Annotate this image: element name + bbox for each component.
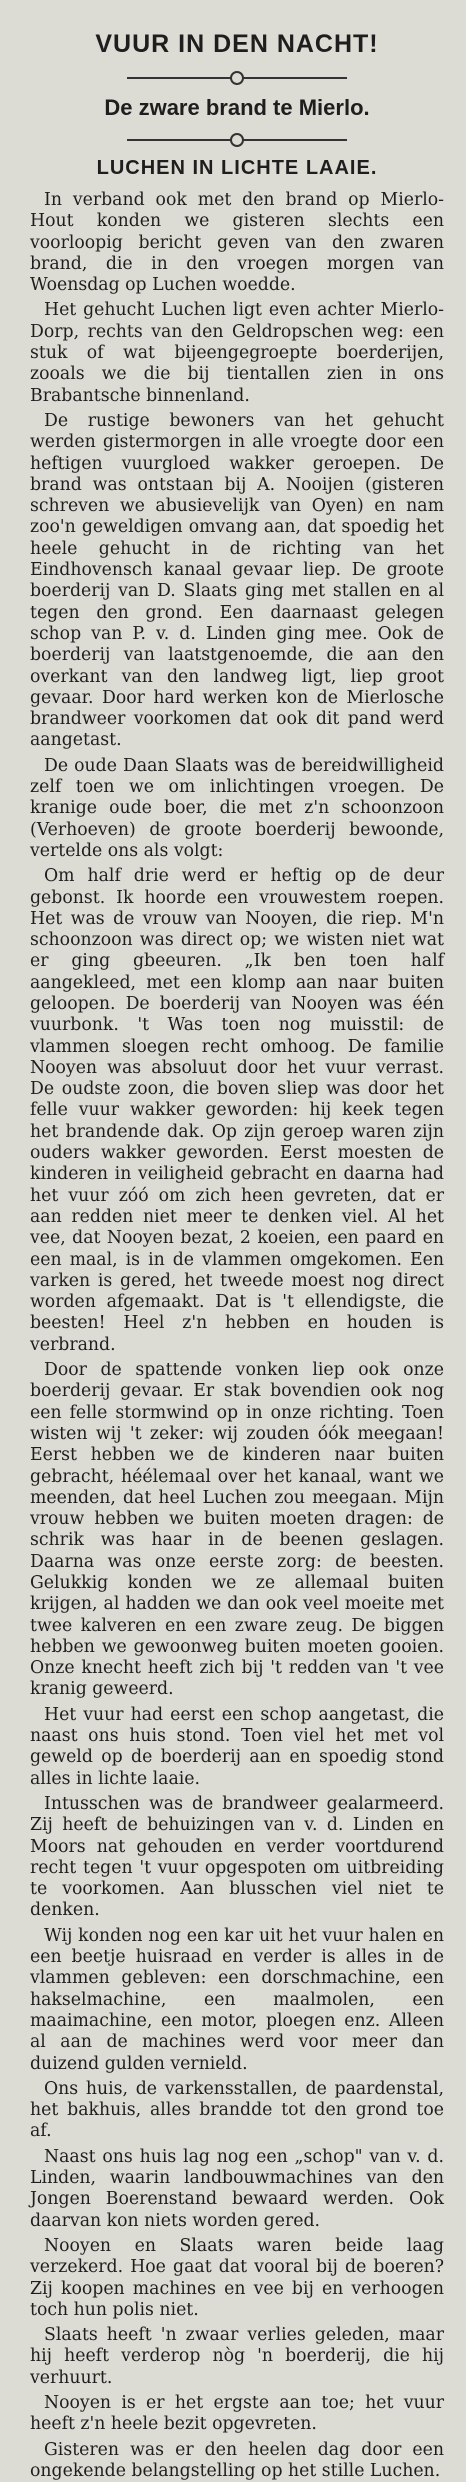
article-paragraph: Wij konden nog een kar uit het vuur halen en een beetje huisraad en verder is alles in de vlammen gebleven: een dorschmachine, een hakselmachine, een maalmolen, een maaimachine, een motor, ploegen enz. Alleen al aan de machines werd voor meer dan duizend gulden vernield. — [30, 1925, 444, 2074]
article-paragraph: Om half drie werd er heftig op de deur gebonst. Ik hoorde een vrouwestem roepen. Het was de vrouw van Nooyen, die riep. M'n schoonzoon was direct op; we wisten niet wat er ging gbeeuren. „Ik ben toen half aangekleed, met een klomp aan naar buiten geloopen. De boerderij van Nooyen was één vuurbonk. 't Was toen nog muisstil: de vlammen sloegen recht omhoog. De familie Nooyen was absoluut door het vuur verrast. De oudste zoon, die boven sliep was door het felle vuur wakker geworden: hij keek tegen het brandende dak. Op zijn geroep waren zijn ouders wakker geworden. Eerst moesten de kinderen in veiligheid gebracht en daarna had het vuur zóó om zich heen gevreten, dat er aan redden niet meer te denken viel. Al het vee, dat Nooyen bezat, 2 koeien, een paard en een maal, is in de vlammen omgekomen. Een varken is gered, het tweede moest nog direct worden afgemaakt. Dat is 't ellendigste, die beesten! Heel z'n hebben en houden is verbrand. — [30, 866, 444, 1355]
article-paragraph: Naast ons huis lag nog een „schop" van v. d. Linden, waarin landbouwmachines van den Jongen Boerenstand bewaard werden. Ook daarvan kon niets worden gered. — [30, 2146, 444, 2231]
article-paragraph: Nooyen en Slaats waren beide laag verzekerd. Hoe gaat dat vooral bij de boeren? Zij koopen machines en vee bij en verhoogen toch hun polis niet. — [30, 2235, 444, 2320]
section-heading: LUCHEN IN LICHTE LAAIE. — [96, 157, 378, 179]
article-paragraph: Nooyen is er het ergste aan toe; het vuur heeft z'n heele bezit opgevreten. — [30, 2392, 444, 2435]
article-paragraph: In verband ook met den brand op Mierlo-Hout konden we gisteren slechts een voorloopig bericht geven van den zwaren brand, die in den vroegen morgen van Woensdag op Luchen woedde. — [30, 190, 444, 296]
article-paragraph: Het vuur had eerst een schop aangetast, die naast ons huis stond. Toen viel het met vol geweld op de boerderij aan en spoedig stond alles in lichte laaie. — [30, 1704, 444, 1789]
article-paragraph: De oude Daan Slaats was de bereidwilligheid zelf toen we om inlichtingen vroegen. De kranige oude boer, die met z'n schoonzoon (Verhoeven) de groote boerderij bewoonde, vertelde ons als volgt: — [30, 755, 444, 861]
ornament-divider — [127, 133, 347, 147]
article-paragraph: De rustige bewoners van het gehucht werden gistermorgen in alle vroegte door een heftigen vuurgloed wakker geroepen. De brand was ontstaan bij A. Nooijen (gisteren schreven we abusievelijk van Oyen) en nam zoo'n geweldigen omvang aan, dat spoedig het heele gehucht in de richting van het Eindhovensch kanaal gevaar liep. De groote boerderij van D. Slaats ging met stallen en al tegen den grond. Een daarnaast gelegen schop van P. v. d. Linden ging mee. Ook de boerderij van laatstgenoemde, die aan den overkant van den landweg ligt, liep groot gevaar. Door hard werken kon de Mierlosche brandweer voorkomen dat ook dit pand werd aangetast. — [30, 410, 444, 751]
article-body — [30, 190, 444, 2482]
article-paragraph: Intusschen was de brandweer gealarmeerd. Zij heeft de behuizingen van v. d. Linden en Moors nat gehouden en verder voortdurend recht tegen 't vuur opgespoten om uitbreiding te voorkomen. Aan blusschen viel niet te denken. — [30, 1793, 444, 1921]
article-headline: VUUR IN DEN NACHT! — [95, 30, 379, 58]
article-paragraph: Het gehucht Luchen ligt even achter Mierlo-Dorp, rechts van den Geldropschen weg: een stuk of wat bijeengegroepte boerderijen, zooals we die bij tientallen zien in ons Brabantsche binnenland. — [30, 300, 444, 406]
article-paragraph: Slaats heeft 'n zwaar verlies geleden, maar hij heeft verderop nòg 'n boerderij, die hij verhuurt. — [30, 2325, 444, 2388]
ornament-divider — [127, 71, 347, 85]
article-paragraph: Door de spattende vonken liep ook onze boerderij gevaar. Er stak bovendien ook nog een felle stormwind op in onze richting. Toen wisten wij 't zeker: wij zouden óók meegaan! Eerst hebben we de kinderen naar buiten gebracht, héélemaal over het kanaal, want we meenden, dat heel Luchen zou meegaan. Mijn vrouw hebben we buiten moeten dragen: de schrik was haar in de beenen geslagen. Daarna was onze eerste zorg: de beesten. Gelukkig konden we ze allemaal buiten krijgen, al hadden we dan ook veel moeite met twee kalveren en een zware zeug. De biggen hebben we gewoonweg buiten moeten gooien. Onze knecht heeft zich bij 't redden van 't vee kranig geweerd. — [30, 1360, 444, 1700]
article-paragraph: Ons huis, de varkensstallen, de paardenstal, het bakhuis, alles brandde tot den grond toe af. — [30, 2078, 444, 2142]
article-subheadline: De zware brand te Mierlo. — [104, 95, 370, 120]
article-paragraph: Gisteren was er den heelen dag door een ongekende belangstelling op het stille Luchen. — [30, 2439, 444, 2481]
